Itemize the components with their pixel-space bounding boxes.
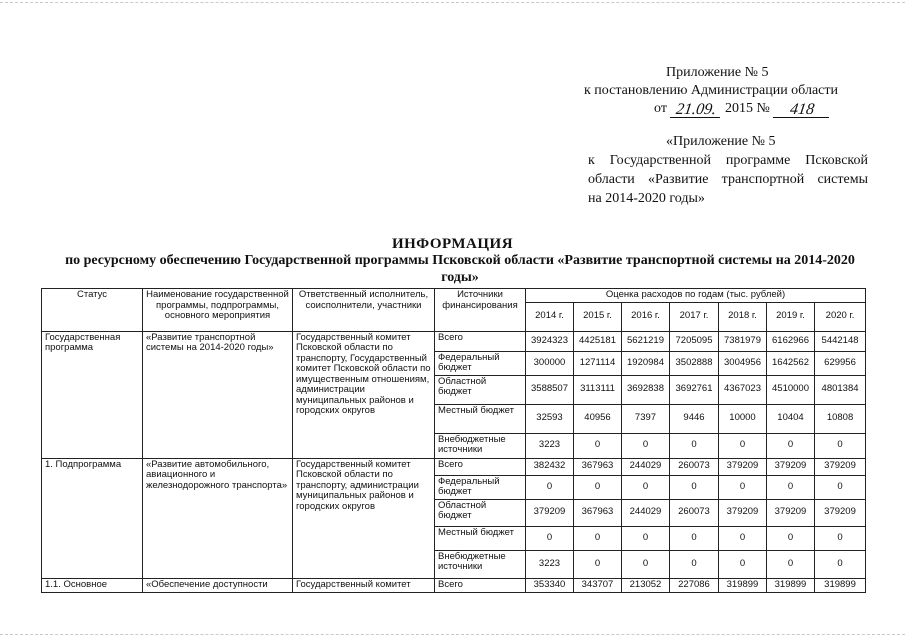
cell-value: 0: [574, 526, 622, 550]
header-year: 2014 г.: [526, 302, 574, 331]
cell-value: 0: [622, 526, 670, 550]
cell-name: «Развитие автомобильного, авиационного и железнодорожного транспорта»: [143, 458, 293, 578]
cell-value: 6162966: [767, 331, 815, 351]
cell-source: Всего: [435, 458, 526, 475]
cell-value: 40956: [574, 404, 622, 433]
cell-value: 0: [526, 526, 574, 550]
cell-value: 353340: [526, 578, 574, 592]
cell-value: 0: [767, 526, 815, 550]
cell-value: 0: [719, 433, 767, 458]
cell-value: 0: [767, 550, 815, 578]
cell-value: 319899: [767, 578, 815, 592]
cell-value: 379209: [526, 499, 574, 526]
appendix-number: Приложение № 5: [666, 65, 769, 80]
header-year: 2017 г.: [670, 302, 719, 331]
cell-value: 9446: [670, 404, 719, 433]
header-year: 2018 г.: [719, 302, 767, 331]
appendix-program-number: «Приложение № 5: [666, 134, 776, 149]
cell-value: 0: [815, 526, 866, 550]
cell-value: 4367023: [719, 375, 767, 404]
cell-value: 7397: [622, 404, 670, 433]
cell-value: 10000: [719, 404, 767, 433]
cell-source: Областной бюджет: [435, 499, 526, 526]
cell-value: 0: [574, 433, 622, 458]
cell-value: 244029: [622, 499, 670, 526]
cell-name: «Обеспечение доступности: [143, 578, 293, 592]
cell-responsible: Государственный комитет: [293, 578, 435, 592]
cell-responsible: Государственный комитет Псковской области по транспорту, администрации муниципальных районов и городских округов: [293, 458, 435, 578]
cell-value: 4510000: [767, 375, 815, 404]
cell-value: 0: [815, 475, 866, 499]
cell-value: 1920984: [622, 351, 670, 375]
cell-value: 1271114: [574, 351, 622, 375]
cell-source: Местный бюджет: [435, 526, 526, 550]
date-prefix: от: [654, 101, 667, 116]
cell-value: 0: [622, 550, 670, 578]
cell-value: 0: [670, 526, 719, 550]
cell-source: Всего: [435, 578, 526, 592]
cell-source: Местный бюджет: [435, 404, 526, 433]
cell-status: 1.1. Основное: [42, 578, 143, 592]
cell-value: 379209: [815, 499, 866, 526]
header-year: 2020 г.: [815, 302, 866, 331]
cell-source: Всего: [435, 331, 526, 351]
appendix-program-line2: к Государственной программе Псковской: [588, 153, 868, 168]
header-responsible: Ответственный исполнитель, соисполнители, участники: [293, 289, 435, 332]
cell-value: 4801384: [815, 375, 866, 404]
cell-value: 0: [815, 550, 866, 578]
cell-value: 3502888: [670, 351, 719, 375]
cell-source: Федеральный бюджет: [435, 351, 526, 375]
appendix-resolution-block: [584, 64, 884, 118]
cell-source: Федеральный бюджет: [435, 475, 526, 499]
cell-responsible: Государственный комитет Псковской области по транспорту, Государственный комитет Псковской области по имущественным отношениям, администрации муниципальных районов и городских округов: [293, 331, 435, 458]
cell-status: 1. Подпрограмма: [42, 458, 143, 578]
cell-value: 0: [767, 475, 815, 499]
cell-value: 0: [670, 550, 719, 578]
header-year: 2016 г.: [622, 302, 670, 331]
cell-value: 10808: [815, 404, 866, 433]
cell-value: 244029: [622, 458, 670, 475]
table-row: [42, 578, 866, 592]
cell-value: 3223: [526, 433, 574, 458]
cell-value: 0: [767, 433, 815, 458]
cell-value: 379209: [767, 458, 815, 475]
cell-value: 367963: [574, 458, 622, 475]
handwritten-number: 418: [773, 102, 831, 118]
cell-value: 5442148: [815, 331, 866, 351]
date-year: 2015 №: [724, 101, 770, 116]
cell-value: 3223: [526, 550, 574, 578]
document-title: ИНФОРМАЦИЯ: [391, 236, 514, 252]
cell-source: Внебюджетные источники: [435, 433, 526, 458]
cell-value: 213052: [622, 578, 670, 592]
cell-value: 0: [670, 475, 719, 499]
cell-value: 0: [719, 550, 767, 578]
cell-value: 379209: [815, 458, 866, 475]
cell-name: «Развитие транспортной системы на 2014-2020 годы»: [143, 331, 293, 458]
header-source: Источники финансирования: [435, 289, 526, 332]
header-costs: Оценка расходов по годам (тыс. рублей): [526, 289, 866, 303]
cell-value: 0: [526, 475, 574, 499]
cell-value: 319899: [719, 578, 767, 592]
cell-value: 227086: [670, 578, 719, 592]
cell-value: 32593: [526, 404, 574, 433]
cell-value: 0: [719, 526, 767, 550]
cell-value: 0: [622, 475, 670, 499]
cell-value: 7205095: [670, 331, 719, 351]
scan-edge-bottom: [0, 634, 905, 635]
scan-edge-top: [0, 2, 905, 3]
header-year: 2019 г.: [767, 302, 815, 331]
cell-value: 319899: [815, 578, 866, 592]
cell-status: Государственная программа: [42, 331, 143, 458]
cell-value: 343707: [574, 578, 622, 592]
cell-value: 3004956: [719, 351, 767, 375]
cell-value: 379209: [767, 499, 815, 526]
cell-value: 10404: [767, 404, 815, 433]
handwritten-date: 21.09.: [670, 102, 722, 118]
header-status: Статус: [42, 289, 143, 332]
appendix-program-line4: на 2014-2020 годы»: [588, 191, 705, 206]
cell-value: 382432: [526, 458, 574, 475]
table-row: [42, 331, 866, 351]
cell-value: 367963: [574, 499, 622, 526]
header-name: Наименование государственной программы, подпрограммы, основного мероприятия: [143, 289, 293, 332]
cell-value: 0: [670, 433, 719, 458]
header-year: 2015 г.: [574, 302, 622, 331]
cell-value: 5621219: [622, 331, 670, 351]
document-subtitle: по ресурсному обеспечению Государственной программы Псковской области «Развитие транспортной системы на 2014-2020 годы»: [65, 253, 855, 285]
cell-value: 260073: [670, 499, 719, 526]
cell-value: 3588507: [526, 375, 574, 404]
cell-value: 0: [815, 433, 866, 458]
appendix-date-line: [584, 100, 884, 118]
cell-value: 300000: [526, 351, 574, 375]
appendix-program-line3: области «Развитие транспортной системы: [588, 172, 868, 187]
cell-value: 3692761: [670, 375, 719, 404]
cell-source: Внебюджетные источники: [435, 550, 526, 578]
cell-value: 379209: [719, 499, 767, 526]
cell-value: 0: [574, 550, 622, 578]
cell-value: 3924323: [526, 331, 574, 351]
table-header-row: [42, 289, 866, 303]
resource-table: [41, 288, 866, 593]
cell-value: 379209: [719, 458, 767, 475]
appendix-resolution-ref: к постановлению Администрации области: [584, 83, 838, 98]
cell-value: 3113111: [574, 375, 622, 404]
appendix-program-block: [588, 132, 868, 208]
table-row: [42, 458, 866, 475]
cell-value: 629956: [815, 351, 866, 375]
cell-value: 0: [622, 433, 670, 458]
cell-value: 3692838: [622, 375, 670, 404]
cell-value: 4425181: [574, 331, 622, 351]
cell-value: 260073: [670, 458, 719, 475]
cell-value: 1642562: [767, 351, 815, 375]
cell-value: 0: [574, 475, 622, 499]
cell-value: 7381979: [719, 331, 767, 351]
cell-source: Областной бюджет: [435, 375, 526, 404]
cell-value: 0: [719, 475, 767, 499]
